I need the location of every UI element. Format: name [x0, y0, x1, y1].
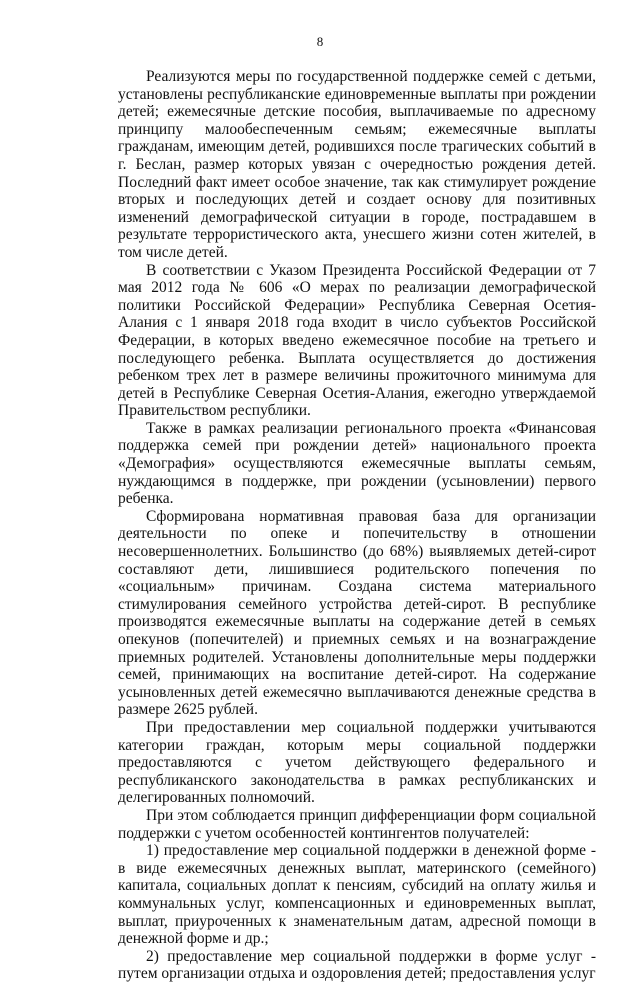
- document-body: [118, 68, 596, 983]
- paragraph-differentiation-principle: При этом соблюдается принцип дифференциации форм социальной поддержки с учетом особенностей контингентов получателей:: [118, 806, 596, 842]
- page-number: 8: [316, 34, 324, 49]
- paragraph-monetary-form: 1) предоставление мер социальной поддержки в денежной форме - в виде ежемесячных денежных выплат, материнского (семейного) капитала, социальных доплат к пенсиям, субсидий на оплату жилья и коммунальных услуг, компенсационных и единовременных выплат, выплат, приуроченных к знаменательным датам, адресной помощи в денежной форме и др.;: [118, 842, 596, 948]
- paragraph-presidential-decree: В соответствии с Указом Президента Российской Федерации от 7 мая 2012 года № 606 «О мерах по реализации демографической политики Российской Федерации» Республика Северная Осетия-Алания с 1 января 2018 года входит в число субъектов Российской Федерации, в которых введено ежемесячное пособие на третьего и последующего ребенка. Выплата осуществляется до достижения ребенком трех лет в размере величины прожиточного минимума для детей в Республике Северная Осетия-Алания, ежегодно утверждаемой Правительством республики.: [118, 261, 596, 420]
- paragraph-services-form: 2) предоставление мер социальной поддержки в форме услуг - путем организации отдыха и оздоровления детей; предоставления услуг: [118, 947, 596, 983]
- paragraph-regional-project: Также в рамках реализации регионального проекта «Финансовая поддержка семей при рождении детей» национального проекта «Демография» осуществляются ежемесячные выплаты семьям, нуждающимся в поддержке, при рождении (усыновлении) первого ребенка.: [118, 419, 596, 508]
- paragraph-citizen-categories: При предоставлении мер социальной поддержки учитываются категории граждан, которым меры социальной поддержки предоставляются с учетом действующего федерального и республиканского законодательства в рамках республиканских и делегированных полномочий.: [118, 718, 596, 807]
- paragraph-family-support: Реализуются меры по государственной поддержке семей с детьми, установлены республиканские единовременные выплаты при рождении детей; ежемесячные детские пособия, выплачиваемые по адресному принципу малообеспеченным семьям; ежемесячные выплаты гражданам, имеющим детей, родившихся после трагических событий в г. Беслан, размер которых увязан с очередностью рождения детей. Последний факт имеет особое значение, так как стимулирует рождение вторых и последующих детей и создает основу для позитивных изменений демографической ситуации в городе, пострадавшем в результате террористического акта, унесшего жизни сотен жителей, в том числе детей.: [118, 68, 596, 261]
- paragraph-guardianship: Сформирована нормативная правовая база для организации деятельности по опеке и попечительству в отношении несовершеннолетних. Большинство (до 68%) выявляемых детей-сирот составляют дети, лишившиеся родительского попечения по «социальным» причинам. Создана система материального стимулирования семейного устройства детей-сирот. В республике производятся ежемесячные выплаты на содержание детей в семьях опекунов (попечителей) и приемных семьях и на вознаграждение приемных родителей. Установлены дополнительные меры поддержки семей, принимающих на воспитание детей-сирот. На содержание усыновленных детей ежемесячно выплачиваются денежные средства в размере 2625 рублей.: [118, 507, 596, 719]
